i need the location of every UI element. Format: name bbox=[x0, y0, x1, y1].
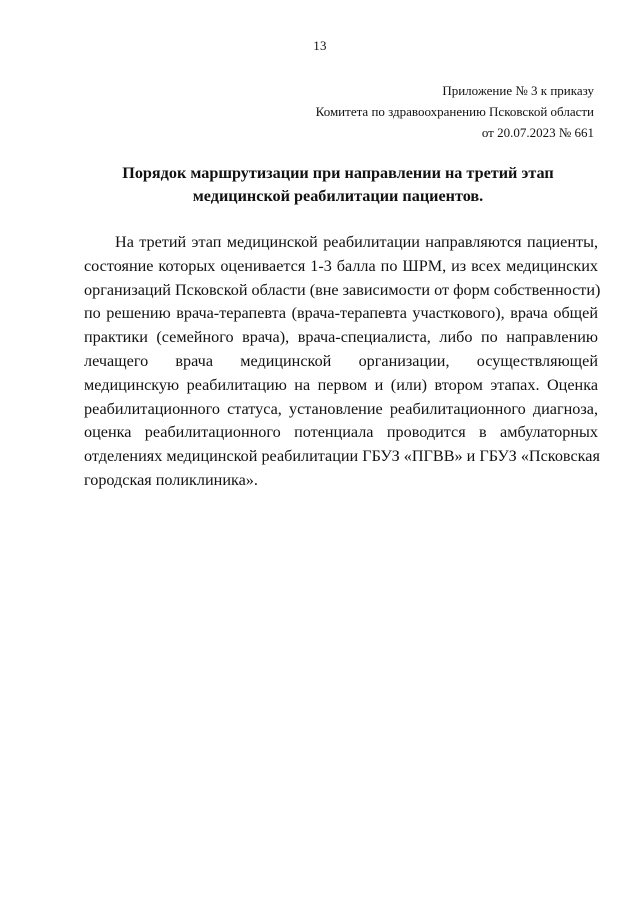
paragraph-line: по решению врача-терапевта (врача-терапевта участкового), врача общей bbox=[84, 304, 598, 323]
paragraph-line: медицинскую реабилитацию на первом и (или) втором этапах. Оценка bbox=[84, 375, 598, 394]
appendix-line: Комитета по здравоохранению Псковской области bbox=[315, 104, 594, 119]
paragraph-line: организаций Псковской области (вне зависимости от форм собственности) bbox=[84, 280, 601, 299]
paragraph-line: городская поликлиника». bbox=[84, 470, 258, 489]
page-number: 13 bbox=[313, 38, 327, 53]
appendix-line: Приложение № 3 к приказу bbox=[442, 83, 594, 98]
paragraph-line: оценка реабилитационного потенциала проводится в амбулаторных bbox=[84, 423, 598, 442]
appendix-order-date: от 20.07.2023 № 661 bbox=[481, 125, 594, 140]
body-paragraph bbox=[84, 231, 601, 493]
paragraph-line: практики (семейного врача), врача-специалиста, либо по направлению bbox=[84, 328, 598, 347]
title-line: Порядок маршрутизации при направлении на третий этап bbox=[122, 164, 554, 182]
appendix-reference bbox=[254, 80, 594, 143]
paragraph-line: реабилитационного статуса, установление реабилитационного диагноза, bbox=[84, 399, 598, 418]
paragraph-line: отделениях медицинской реабилитации ГБУЗ «ПГВВ» и ГБУЗ «Псковская bbox=[84, 447, 600, 466]
document-title bbox=[60, 162, 616, 208]
paragraph-line: лечащего врача медицинской организации, осуществляющей bbox=[84, 351, 598, 370]
paragraph-line: На третий этап медицинской реабилитации направляются пациенты, bbox=[115, 233, 598, 251]
title-line: медицинской реабилитации пациентов. bbox=[192, 187, 484, 205]
paragraph-line: состояние которых оценивается 1-3 балла по ШРМ, из всех медицинских bbox=[84, 256, 598, 275]
